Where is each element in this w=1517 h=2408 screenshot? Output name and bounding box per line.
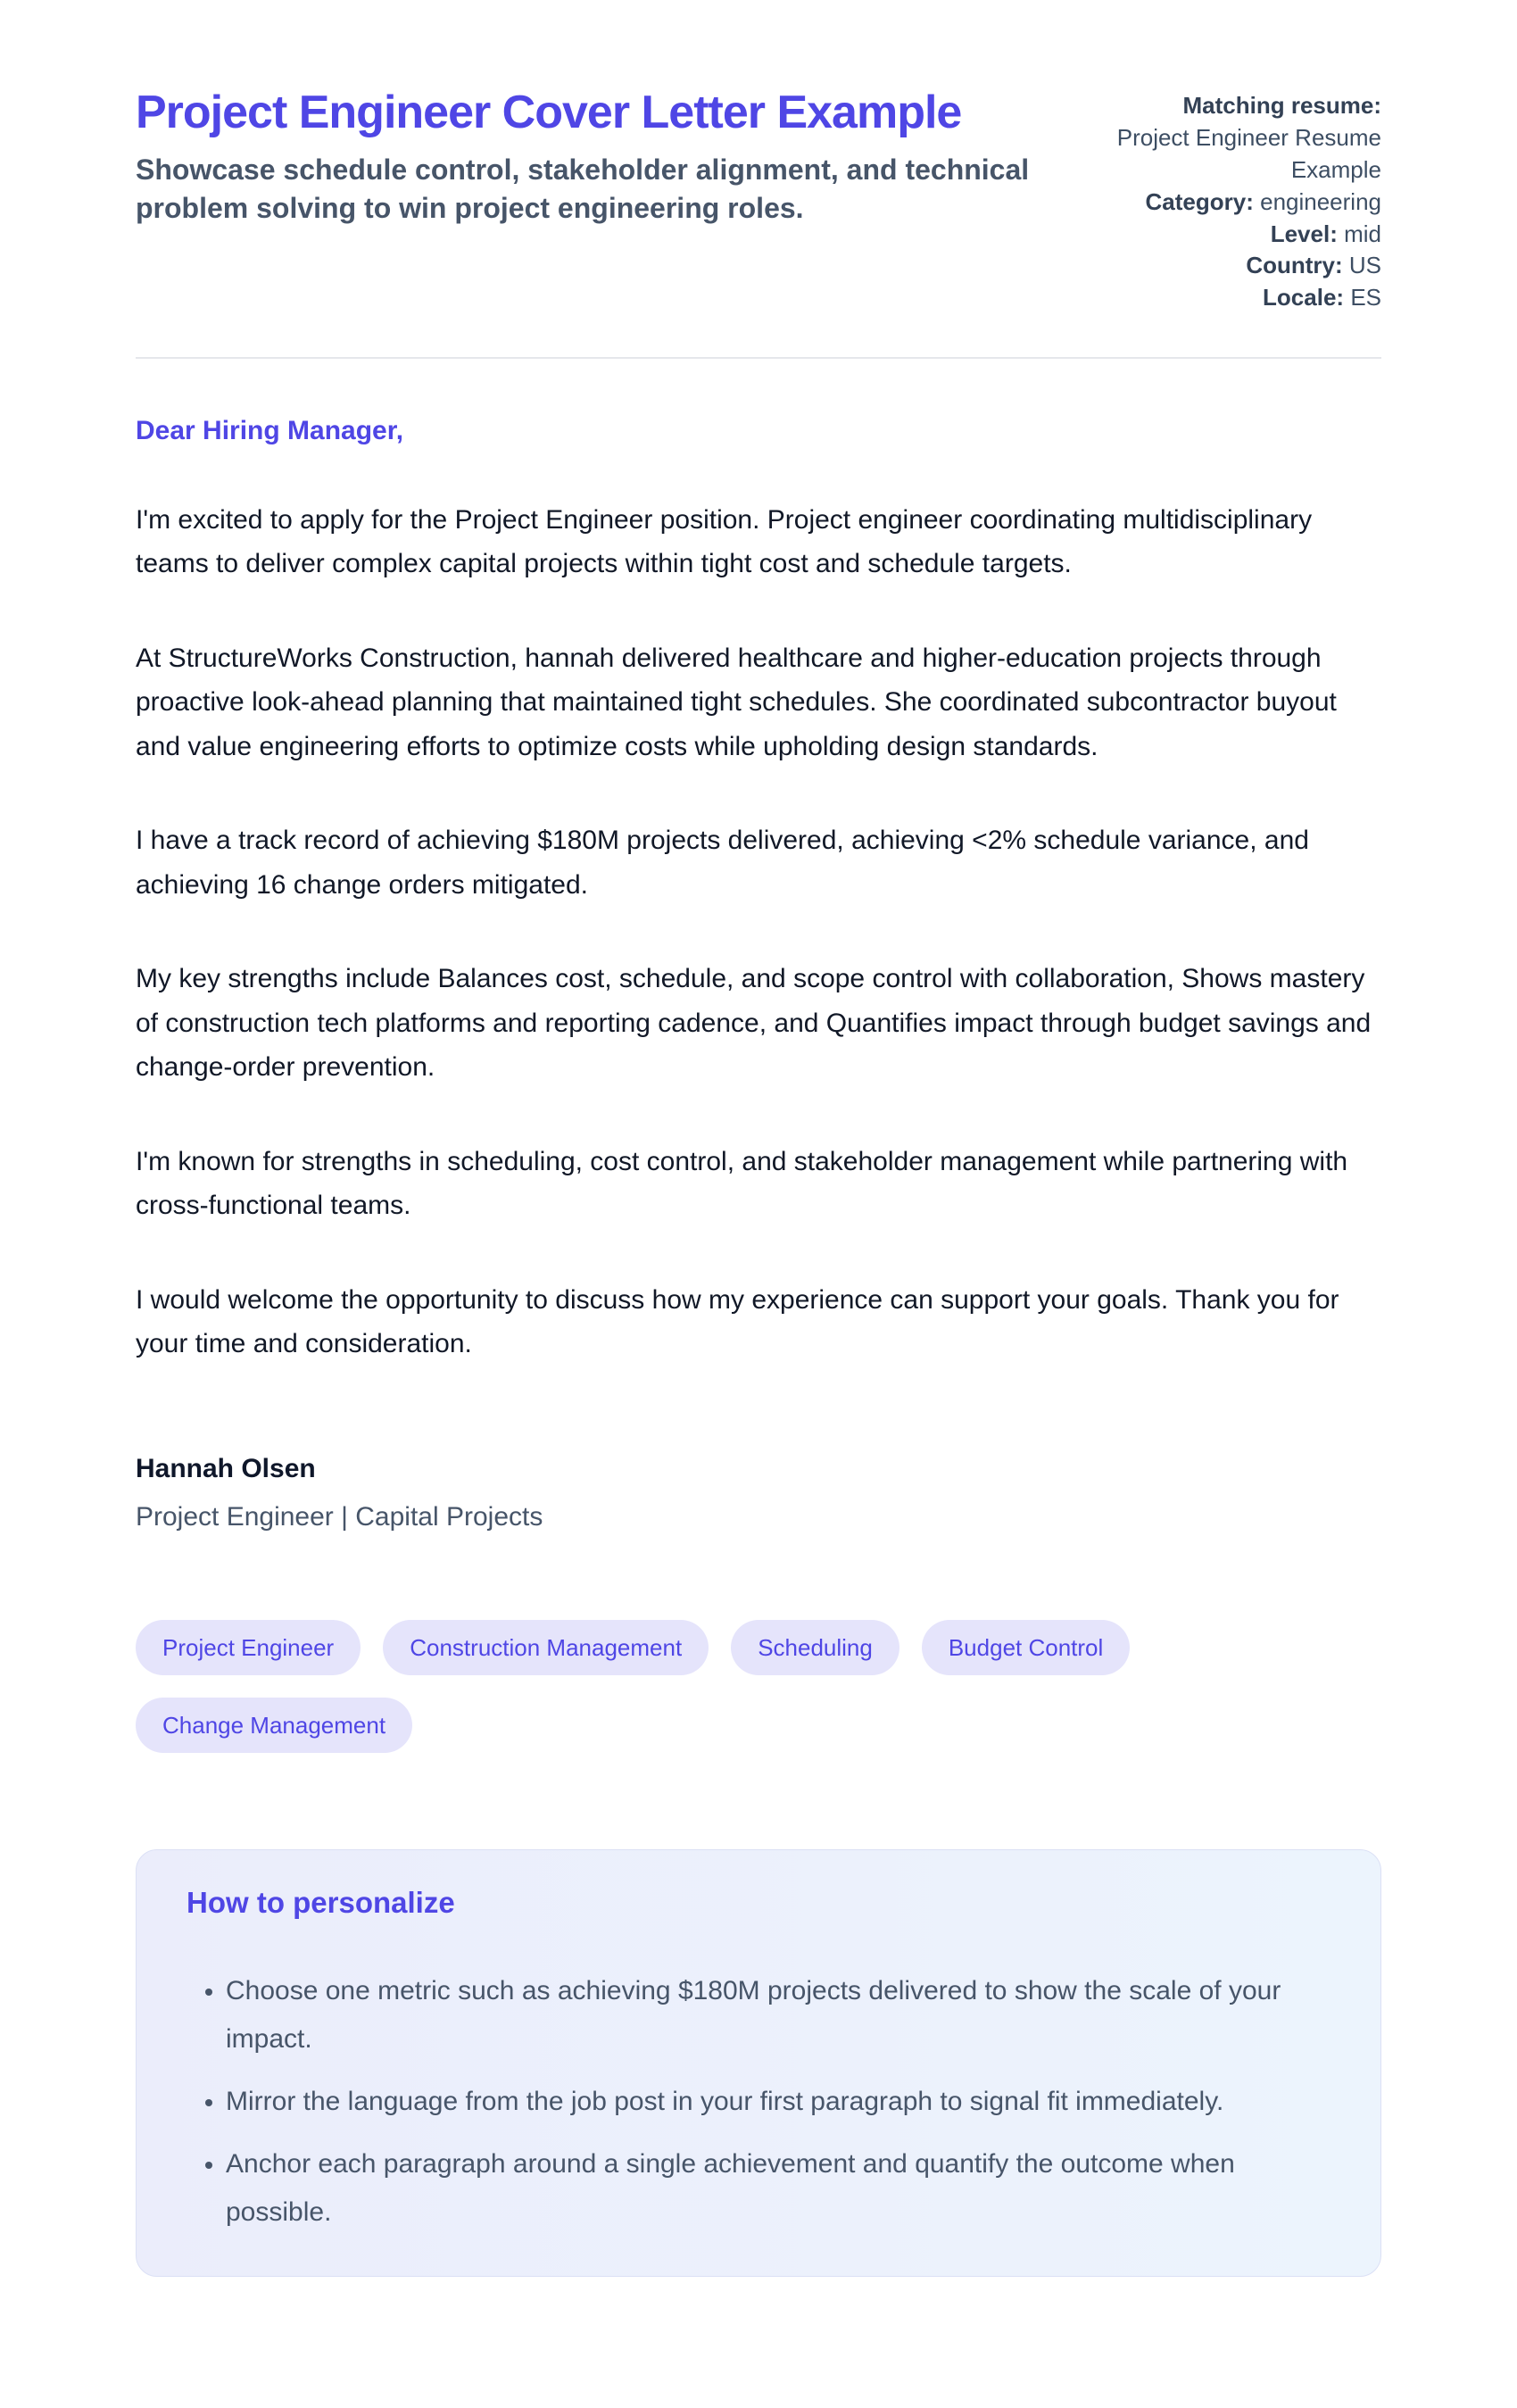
meta-row-category — [1105, 187, 1381, 219]
signature-name: Hannah Olsen — [136, 1453, 316, 1483]
tag-pill-construction-management[interactable]: Construction Management — [383, 1620, 709, 1675]
meta-row-country — [1105, 250, 1381, 282]
meta-category-value: engineering — [1260, 187, 1381, 215]
personalize-tip: • Choose one metric such as achieving $180M projects delivered to show the scale of your impact. — [226, 1967, 1330, 2063]
letter-paragraph: At StructureWorks Construction, hannah delivered healthcare and higher-education projects through proactive look-ahead planning that maintained tight schedules. She coordinated subcontractor buyout and value engineering efforts to optimize costs while upholding design standards. — [136, 643, 1337, 761]
tag-pill-budget-control[interactable]: Budget Control — [922, 1620, 1130, 1675]
tag-pill-change-management[interactable]: Change Management — [136, 1698, 412, 1753]
letter-greeting: Dear Hiring Manager, — [136, 416, 404, 446]
meta-locale-label: Locale: — [1263, 284, 1345, 311]
personalize-heading: How to personalize — [187, 1885, 455, 1919]
letter-paragraph: My key strengths include Balances cost, schedule, and scope control with collaboration, Shows mastery of construction tech platforms and reporting cadence, and Quantifies impact through budget savings and change-order prevention. — [136, 964, 1372, 1083]
personalize-tip: • Anchor each paragraph around a single achievement and quantify the outcome when possible. — [226, 2140, 1330, 2237]
meta-row-locale — [1105, 282, 1381, 314]
meta-matching-resume-label: Matching resume: — [1182, 92, 1381, 119]
letter-paragraph: I would welcome the opportunity to discuss how my experience can support your goals. Thank you for your time and consideration. — [136, 1284, 1339, 1359]
letter-paragraph: I have a track record of achieving $180M projects delivered, achieving <2% schedule variance, and achieving 16 change orders mitigated. — [136, 826, 1309, 900]
header-divider — [136, 357, 1381, 359]
page-title: Project Engineer Cover Letter Example — [136, 87, 962, 138]
meta-level-value: mid — [1344, 220, 1381, 247]
header-left — [136, 85, 1068, 227]
meta-level-label: Level: — [1270, 220, 1338, 247]
letter-paragraph: I'm known for strengths in scheduling, cost control, and stakeholder management while partnering with cross-functional teams. — [136, 1146, 1348, 1221]
personalize-tip: • Mirror the language from the job post in your first paragraph to signal fit immediately. — [226, 2078, 1330, 2126]
meta-category-label: Category: — [1145, 187, 1254, 215]
meta-matching-resume-value: Project Engineer Resume Example — [1116, 123, 1381, 183]
tag-pill-scheduling[interactable]: Scheduling — [731, 1620, 899, 1675]
header — [136, 85, 1381, 314]
meta-country-value: US — [1348, 252, 1381, 279]
meta-locale-value: ES — [1350, 284, 1381, 311]
personalize-tip-list — [187, 1967, 1330, 2237]
personalize-box — [136, 1849, 1381, 2277]
meta-matching-resume — [1105, 90, 1381, 187]
tag-list — [136, 1620, 1381, 1753]
meta-panel — [1105, 85, 1381, 314]
page-subtitle: Showcase schedule control, stakeholder alignment, and technical problem solving to win project engineering roles. — [136, 154, 1030, 224]
meta-row-level — [1105, 219, 1381, 251]
meta-country-label: Country: — [1246, 252, 1343, 279]
tag-pill-project-engineer[interactable]: Project Engineer — [136, 1620, 361, 1675]
cover-letter-body — [136, 414, 1381, 1536]
signature-role: Project Engineer | Capital Projects — [136, 1501, 543, 1532]
letter-paragraph: I'm excited to apply for the Project Engineer position. Project engineer coordinating multidisciplinary teams to deliver complex capital projects within tight cost and schedule targets. — [136, 504, 1313, 579]
